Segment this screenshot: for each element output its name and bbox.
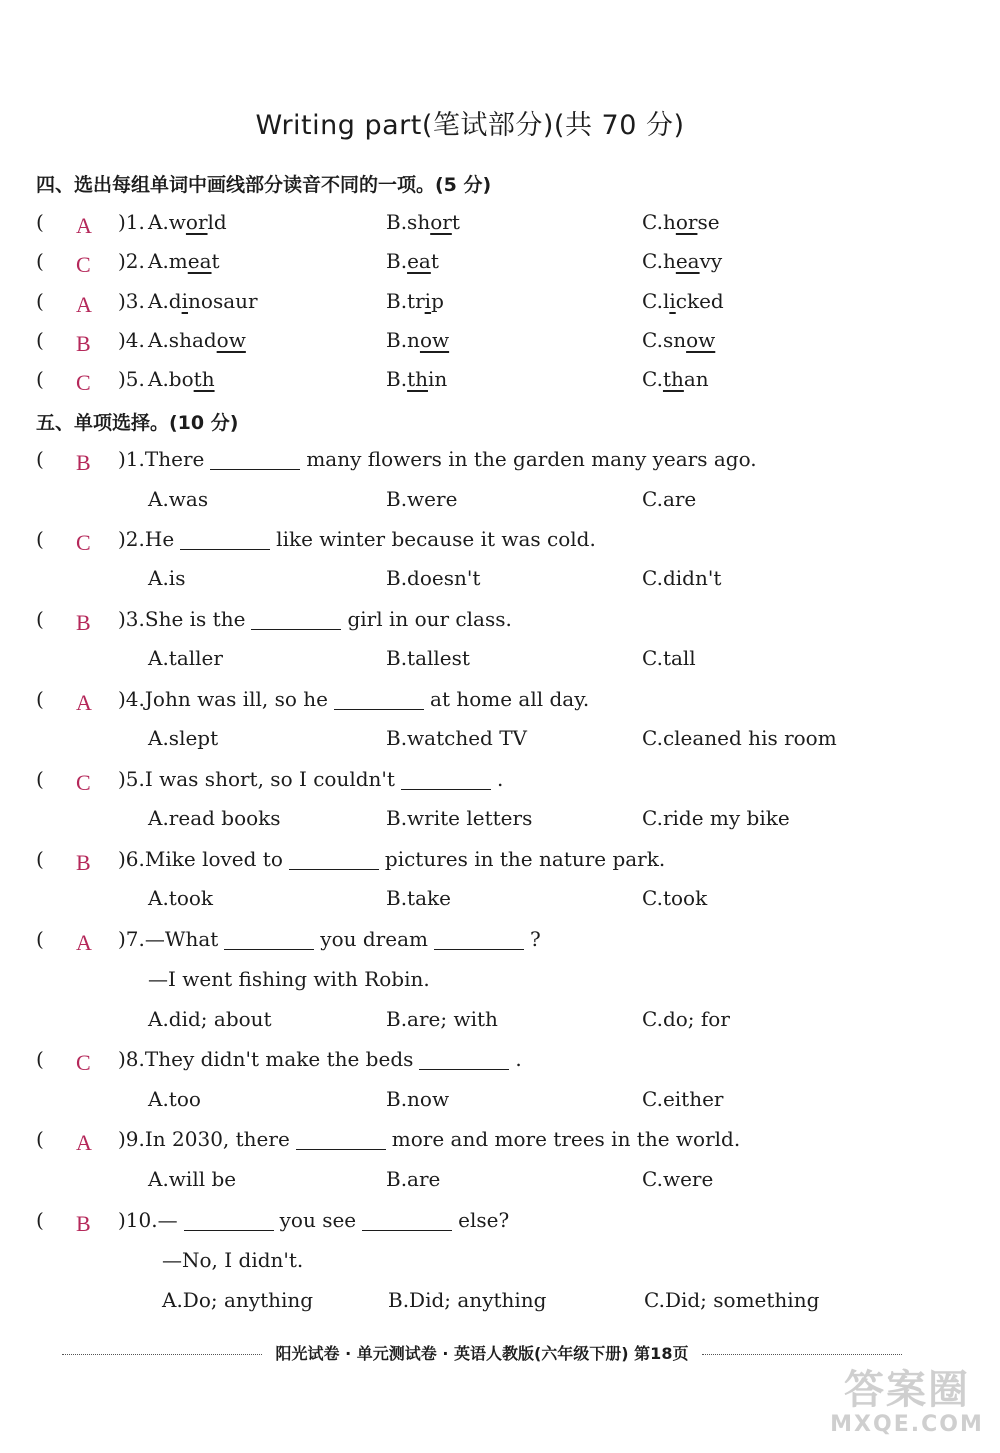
paren: (: [36, 1208, 44, 1232]
option-a: A.both: [148, 367, 215, 391]
option-c: C.snow: [642, 328, 716, 352]
answer-mark: A: [76, 690, 92, 715]
footer-divider: [702, 1354, 902, 1355]
question-text: )10.— you see else?: [118, 1208, 510, 1232]
option-c: C.either: [642, 1087, 724, 1111]
s5-options: [36, 881, 966, 915]
question-text: )1.There many flowers in the garden many years ago.: [118, 447, 757, 471]
question-number: )1.: [118, 210, 145, 234]
s4-item: [36, 362, 966, 396]
answer-mark: B: [76, 450, 91, 475]
option-a: A.did; about: [148, 1007, 272, 1031]
paren: (: [36, 607, 44, 631]
paren: (: [36, 1047, 44, 1071]
s4-item: [36, 244, 966, 278]
answer-mark: C: [76, 370, 91, 395]
s5-question: [36, 522, 966, 556]
option-b: B.are: [386, 1167, 441, 1191]
answer-mark: A: [76, 930, 92, 955]
option-a: A.dinosaur: [148, 289, 258, 313]
blank: [401, 767, 491, 790]
paren: (: [36, 1127, 44, 1151]
section4-heading: 四、选出每组单词中画线部分读音不同的一项。(5 分): [36, 174, 492, 196]
option-c: C.horse: [642, 210, 720, 234]
blank: [334, 687, 424, 710]
reply-text: —No, I didn't.: [162, 1248, 304, 1272]
option-a: A.taller: [148, 646, 223, 670]
option-a: A.was: [148, 487, 209, 511]
section5-heading: 五、单项选择。(10 分): [36, 412, 239, 434]
answer-mark: B: [76, 331, 91, 356]
s5-question: [36, 682, 966, 716]
option-b: B.now: [386, 328, 450, 352]
answer-mark: C: [76, 252, 91, 277]
answer-mark: C: [76, 1050, 91, 1075]
s5-question: [36, 922, 966, 956]
footer-text: 阳光试卷 · 单元测试卷 · 英语人教版(六年级下册) 第18页: [275, 1343, 689, 1363]
answer-mark: B: [76, 1211, 91, 1236]
s4-item: [36, 323, 966, 357]
question-text: )4.John was ill, so he at home all day.: [118, 687, 590, 711]
question-text: )6.Mike loved to pictures in the nature park.: [118, 847, 666, 871]
s5-options: [36, 561, 966, 595]
s5-options: [36, 801, 966, 835]
option-b: B.are; with: [386, 1007, 498, 1031]
answer-mark: A: [76, 292, 92, 317]
question-text: )5.I was short, so I couldn't .: [118, 767, 504, 791]
option-c: C.than: [642, 367, 709, 391]
s5-options: [36, 721, 966, 755]
answer-mark: C: [76, 770, 91, 795]
s5-options: [36, 1283, 966, 1317]
question-text: )3.She is the girl in our class.: [118, 607, 512, 631]
s5-dialogue-reply: [36, 962, 966, 996]
option-b: B.thin: [386, 367, 448, 391]
option-c: C.are: [642, 487, 697, 511]
blank: [210, 447, 300, 470]
option-c: C.were: [642, 1167, 714, 1191]
option-c: C.tall: [642, 646, 696, 670]
question-text: )2.He like winter because it was cold.: [118, 527, 596, 551]
s5-question: [36, 842, 966, 876]
option-c: C.heavy: [642, 249, 723, 273]
option-b: B.eat: [386, 249, 439, 273]
paren: (: [36, 249, 44, 273]
s5-question: [36, 602, 966, 636]
option-b: B.watched TV: [386, 726, 527, 750]
paren: (: [36, 447, 44, 471]
footer-divider: [62, 1354, 262, 1355]
option-a: A.is: [148, 566, 186, 590]
option-b: B.doesn't: [386, 566, 481, 590]
s5-dialogue-reply: [36, 1243, 966, 1277]
option-b: B.write letters: [386, 806, 533, 830]
option-c: C.didn't: [642, 566, 722, 590]
option-a: A.read books: [148, 806, 281, 830]
answer-mark: C: [76, 530, 91, 555]
question-number: )5.: [118, 367, 145, 391]
option-b: B.short: [386, 210, 460, 234]
option-a: A.took: [148, 886, 214, 910]
blank: [434, 927, 524, 950]
option-b: B.tallest: [386, 646, 470, 670]
paren: (: [36, 847, 44, 871]
option-a: A.shadow: [148, 328, 246, 352]
s5-options: [36, 482, 966, 516]
paren: (: [36, 927, 44, 951]
s5-question: [36, 1122, 966, 1156]
option-a: A.Do; anything: [162, 1288, 314, 1312]
option-a: A.slept: [148, 726, 219, 750]
page-footer: [62, 1340, 902, 1364]
paren: (: [36, 527, 44, 551]
option-b: B.take: [386, 886, 451, 910]
paren: (: [36, 767, 44, 791]
question-number: )3.: [118, 289, 145, 313]
s4-item: [36, 284, 966, 318]
s5-options: [36, 1082, 966, 1116]
option-c: C.ride my bike: [642, 806, 790, 830]
paren: (: [36, 289, 44, 313]
s5-question: [36, 762, 966, 796]
option-a: A.too: [148, 1087, 201, 1111]
option-b: B.were: [386, 487, 458, 511]
s5-question: [36, 1042, 966, 1076]
option-c: C.do; for: [642, 1007, 730, 1031]
blank: [184, 1208, 274, 1231]
paren: (: [36, 210, 44, 234]
option-c: C.Did; something: [644, 1288, 820, 1312]
option-a: A.will be: [148, 1167, 237, 1191]
blank: [419, 1047, 509, 1070]
option-a: A.meat: [148, 249, 220, 273]
s5-options: [36, 1162, 966, 1196]
blank: [224, 927, 314, 950]
option-b: B.trip: [386, 289, 444, 313]
blank: [180, 527, 270, 550]
s5-options: [36, 1002, 966, 1036]
paren: (: [36, 367, 44, 391]
blank: [251, 607, 341, 630]
question-text: )7.—What you dream ?: [118, 927, 541, 951]
option-b: B.Did; anything: [388, 1288, 547, 1312]
s5-options: [36, 641, 966, 675]
answer-mark: B: [76, 850, 91, 875]
option-c: C.took: [642, 886, 708, 910]
blank: [289, 847, 379, 870]
option-b: B.now: [386, 1087, 450, 1111]
s5-question: [36, 1203, 966, 1237]
option-a: A.world: [148, 210, 227, 234]
blank: [296, 1127, 386, 1150]
s5-question: [36, 442, 966, 476]
question-text: )9.In 2030, there more and more trees in the world.: [118, 1127, 741, 1151]
answer-mark: B: [76, 610, 91, 635]
s4-item: [36, 205, 966, 239]
page-title: Writing part(笔试部分)(共 70 分): [255, 110, 685, 141]
option-c: C.licked: [642, 289, 724, 313]
blank: [362, 1208, 452, 1231]
paren: (: [36, 328, 44, 352]
watermark-logo: 答案圈 MXQE.COM: [830, 1367, 984, 1437]
question-number: )4.: [118, 328, 145, 352]
question-number: )2.: [118, 249, 145, 273]
answer-mark: A: [76, 213, 92, 238]
paren: (: [36, 687, 44, 711]
option-c: C.cleaned his room: [642, 726, 837, 750]
question-text: )8.They didn't make the beds .: [118, 1047, 522, 1071]
answer-mark: A: [76, 1130, 92, 1155]
reply-text: —I went fishing with Robin.: [148, 967, 430, 991]
